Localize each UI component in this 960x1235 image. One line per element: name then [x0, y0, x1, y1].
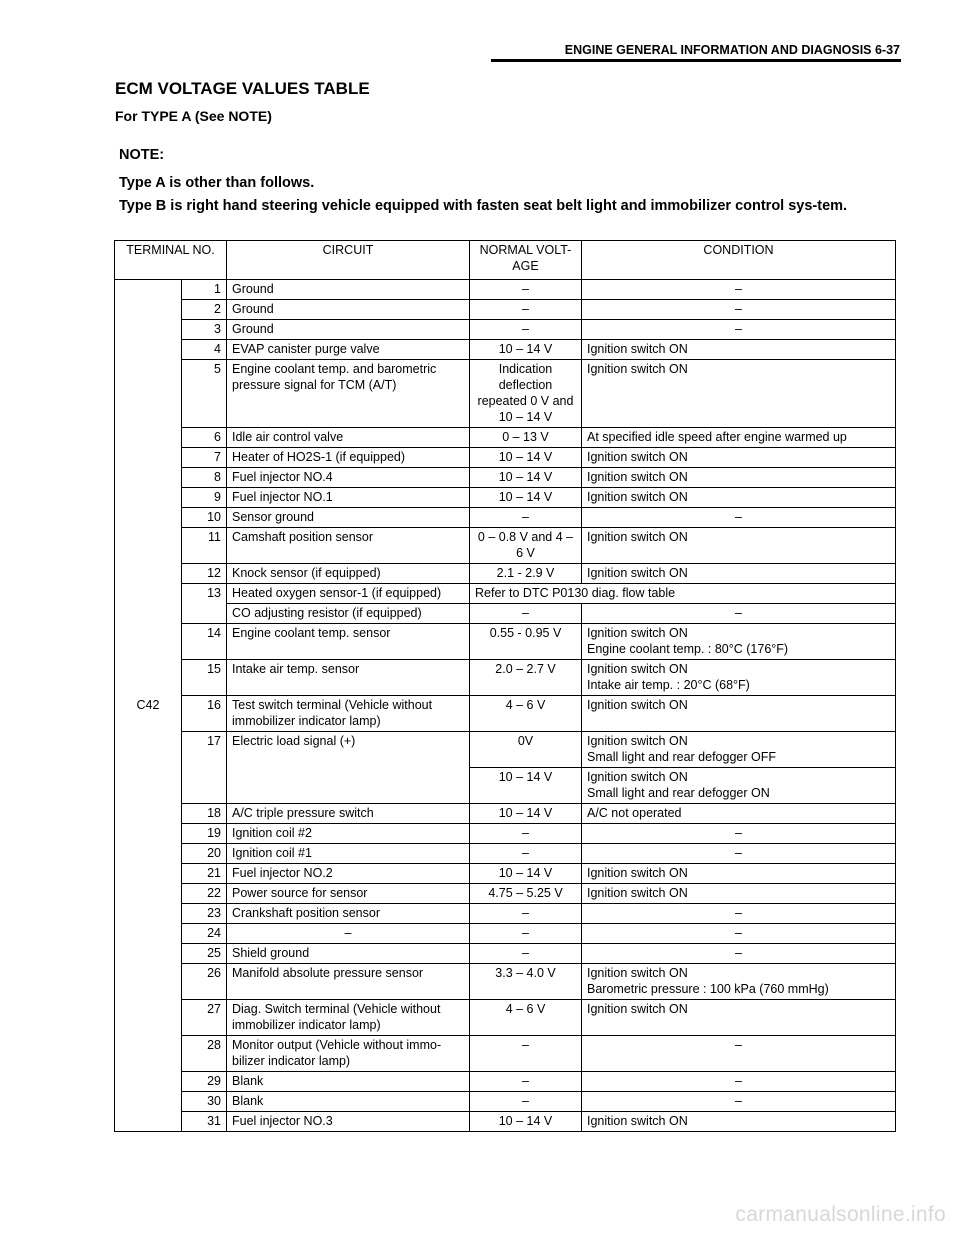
circuit-cell: A/C triple pressure switch — [227, 804, 470, 824]
circuit-cell: Heated oxygen sensor-1 (if equipped) — [227, 584, 470, 604]
header-condition: CONDITION — [582, 241, 896, 280]
terminal-number: 29 — [182, 1072, 227, 1092]
table-row — [115, 904, 896, 924]
voltage-cell: 10 – 14 V — [470, 768, 582, 804]
table-row — [115, 696, 896, 732]
terminal-number: 21 — [182, 864, 227, 884]
terminal-number: 25 — [182, 944, 227, 964]
terminal-number: 24 — [182, 924, 227, 944]
note-box — [119, 144, 904, 218]
voltage-cell: – — [470, 1036, 582, 1072]
table-row — [115, 884, 896, 904]
condition-cell: – — [582, 1072, 896, 1092]
condition-line: Ignition switch ON — [587, 770, 688, 784]
terminal-number: 19 — [182, 824, 227, 844]
condition-cell: – — [582, 1036, 896, 1072]
table-row — [115, 624, 896, 660]
terminal-number: 9 — [182, 488, 227, 508]
terminal-number: 10 — [182, 508, 227, 528]
circuit-cell: Diag. Switch terminal (Vehicle without immobilizer indicator lamp) — [227, 1000, 470, 1036]
condition-cell: – — [582, 944, 896, 964]
voltage-cell: – — [470, 1092, 582, 1112]
voltage-cell: 0.55 - 0.95 V — [470, 624, 582, 660]
terminal-number: 7 — [182, 448, 227, 468]
circuit-cell: Monitor output (Vehicle without immo-bilizer indicator lamp) — [227, 1036, 470, 1072]
table-row — [115, 804, 896, 824]
table-row — [115, 584, 896, 604]
note-heading: NOTE: — [119, 147, 165, 163]
circuit-cell: Engine coolant temp. sensor — [227, 624, 470, 660]
voltage-cell: 10 – 14 V — [470, 340, 582, 360]
circuit-cell: Manifold absolute pressure sensor — [227, 964, 470, 1000]
circuit-cell: Knock sensor (if equipped) — [227, 564, 470, 584]
circuit-cell: CO adjusting resistor (if equipped) — [227, 604, 470, 624]
condition-cell: At specified idle speed after engine warmed up — [582, 428, 896, 448]
condition-cell: – — [582, 824, 896, 844]
document-subtitle: For TYPE A (See NOTE) — [115, 108, 272, 124]
voltage-cell: – — [470, 508, 582, 528]
table-row — [115, 320, 896, 340]
table-row — [115, 280, 896, 300]
condition-cell: Ignition switch ON — [582, 884, 896, 904]
voltage-cell: 10 – 14 V — [470, 468, 582, 488]
terminal-number: 16 — [182, 696, 227, 732]
table-row — [115, 1000, 896, 1036]
voltage-cell: – — [470, 904, 582, 924]
condition-line: Engine coolant temp. : 80°C (176°F) — [587, 642, 789, 656]
header-terminal-no: TERMINAL NO. — [115, 241, 227, 280]
condition-line: Ignition switch ON — [587, 626, 688, 640]
terminal-number: 12 — [182, 564, 227, 584]
circuit-cell: Idle air control valve — [227, 428, 470, 448]
table-row — [115, 508, 896, 528]
terminal-number: 23 — [182, 904, 227, 924]
terminal-number: 18 — [182, 804, 227, 824]
table-row — [115, 964, 896, 1000]
condition-cell: Ignition switch ON — [582, 1112, 896, 1132]
terminal-number: 27 — [182, 1000, 227, 1036]
condition-cell: Ignition switch ON — [582, 468, 896, 488]
voltage-cell: 0V — [470, 732, 582, 768]
circuit-cell: Intake air temp. sensor — [227, 660, 470, 696]
page-header-title: ENGINE GENERAL INFORMATION AND DIAGNOSIS 6-37 — [564, 43, 900, 57]
condition-cell: – — [582, 508, 896, 528]
table-row — [115, 488, 896, 508]
terminal-number: 28 — [182, 1036, 227, 1072]
terminal-number: 22 — [182, 884, 227, 904]
condition-cell — [582, 964, 896, 1000]
condition-cell: Ignition switch ON — [582, 360, 896, 428]
condition-cell: Ignition switch ON — [582, 528, 896, 564]
table-header-row — [115, 241, 896, 280]
terminal-number: 5 — [182, 360, 227, 428]
table-row — [115, 924, 896, 944]
condition-cell: – — [582, 300, 896, 320]
voltage-cell: – — [470, 320, 582, 340]
condition-line: Ignition switch ON — [587, 734, 688, 748]
voltage-cell: – — [470, 824, 582, 844]
circuit-cell: EVAP canister purge valve — [227, 340, 470, 360]
voltage-cell: – — [470, 1072, 582, 1092]
voltage-cell: 0 – 0.8 V and 4 – 6 V — [470, 528, 582, 564]
voltage-cell: – — [470, 944, 582, 964]
condition-line: Intake air temp. : 20°C (68°F) — [587, 678, 750, 692]
table-row — [115, 340, 896, 360]
table-row — [115, 564, 896, 584]
circuit-cell: Crankshaft position sensor — [227, 904, 470, 924]
voltage-cell: – — [470, 280, 582, 300]
terminal-number: 3 — [182, 320, 227, 340]
table-row — [115, 864, 896, 884]
table-row — [115, 468, 896, 488]
header-normal-voltage: NORMAL VOLT-AGE — [470, 241, 582, 280]
table-row — [115, 660, 896, 696]
voltage-cell: – — [470, 844, 582, 864]
circuit-cell: Ground — [227, 320, 470, 340]
condition-cell: A/C not operated — [582, 804, 896, 824]
circuit-cell: Power source for sensor — [227, 884, 470, 904]
circuit-cell: Ignition coil #2 — [227, 824, 470, 844]
voltage-cell: – — [470, 604, 582, 624]
circuit-cell: Heater of HO2S-1 (if equipped) — [227, 448, 470, 468]
condition-cell — [582, 660, 896, 696]
terminal-number: 17 — [182, 732, 227, 804]
condition-cell: – — [582, 844, 896, 864]
condition-cell: Ignition switch ON — [582, 488, 896, 508]
table-row — [115, 1072, 896, 1092]
terminal-number: 6 — [182, 428, 227, 448]
voltage-cell: – — [470, 300, 582, 320]
terminal-number: 11 — [182, 528, 227, 564]
terminal-number: 13 — [182, 584, 227, 624]
circuit-cell: Blank — [227, 1092, 470, 1112]
circuit-cell: Fuel injector NO.4 — [227, 468, 470, 488]
watermark: carmanualsonline.info — [735, 1203, 946, 1226]
condition-cell: – — [582, 280, 896, 300]
condition-line: Small light and rear defogger OFF — [587, 750, 776, 764]
circuit-cell: Blank — [227, 1072, 470, 1092]
voltage-cell: 4 – 6 V — [470, 696, 582, 732]
note-line-1: Type A is other than follows. — [119, 175, 315, 191]
voltage-cell: 0 – 13 V — [470, 428, 582, 448]
voltage-cell: Indication deflection repeated 0 V and 10 – 14 V — [470, 360, 582, 428]
table-row — [115, 1036, 896, 1072]
table-row — [115, 1112, 896, 1132]
circuit-cell: Fuel injector NO.2 — [227, 864, 470, 884]
voltage-cell: 4.75 – 5.25 V — [470, 884, 582, 904]
circuit-cell: Engine coolant temp. and barometric pressure signal for TCM (A/T) — [227, 360, 470, 428]
condition-cell: – — [582, 320, 896, 340]
voltage-cell: 10 – 14 V — [470, 864, 582, 884]
condition-cell: Ignition switch ON — [582, 864, 896, 884]
header-circuit: CIRCUIT — [227, 241, 470, 280]
condition-cell — [582, 624, 896, 660]
terminal-number: 4 — [182, 340, 227, 360]
terminal-number: 20 — [182, 844, 227, 864]
header-rule — [491, 59, 901, 62]
condition-cell: Ignition switch ON — [582, 448, 896, 468]
circuit-cell: Sensor ground — [227, 508, 470, 528]
table-row — [115, 732, 896, 768]
terminal-number: 14 — [182, 624, 227, 660]
condition-cell: – — [582, 924, 896, 944]
condition-cell: – — [582, 904, 896, 924]
circuit-cell: Ground — [227, 280, 470, 300]
condition-line: Small light and rear defogger ON — [587, 786, 770, 800]
condition-cell — [582, 732, 896, 768]
condition-line: Barometric pressure : 100 kPa (760 mmHg) — [587, 982, 829, 996]
condition-cell: Ignition switch ON — [582, 696, 896, 732]
circuit-cell: – — [227, 924, 470, 944]
circuit-cell: Ignition coil #1 — [227, 844, 470, 864]
table-row — [115, 824, 896, 844]
condition-cell: Ignition switch ON — [582, 1000, 896, 1036]
terminal-number: 15 — [182, 660, 227, 696]
table-row — [115, 944, 896, 964]
circuit-cell: Ground — [227, 300, 470, 320]
table-row — [115, 448, 896, 468]
condition-cell: – — [582, 1092, 896, 1112]
voltage-cell: 2.1 - 2.9 V — [470, 564, 582, 584]
terminal-number: 8 — [182, 468, 227, 488]
span-note-cell: Refer to DTC P0130 diag. flow table — [470, 584, 896, 604]
voltage-cell: 4 – 6 V — [470, 1000, 582, 1036]
condition-line: Ignition switch ON — [587, 966, 688, 980]
terminal-number: 26 — [182, 964, 227, 1000]
voltage-cell: – — [470, 924, 582, 944]
voltage-cell: 10 – 14 V — [470, 1112, 582, 1132]
connector-label: C42 — [115, 280, 182, 1132]
terminal-number: 31 — [182, 1112, 227, 1132]
voltage-cell: 10 – 14 V — [470, 804, 582, 824]
condition-cell: Ignition switch ON — [582, 564, 896, 584]
condition-line: Ignition switch ON — [587, 662, 688, 676]
voltage-cell: 10 – 14 V — [470, 488, 582, 508]
voltage-cell: 2.0 – 2.7 V — [470, 660, 582, 696]
circuit-cell: Fuel injector NO.3 — [227, 1112, 470, 1132]
circuit-cell: Fuel injector NO.1 — [227, 488, 470, 508]
circuit-cell: Electric load signal (+) — [227, 732, 470, 804]
voltage-cell: 10 – 14 V — [470, 448, 582, 468]
condition-cell: – — [582, 604, 896, 624]
table-row — [115, 604, 896, 624]
terminal-number: 2 — [182, 300, 227, 320]
circuit-cell: Test switch terminal (Vehicle without immobilizer indicator lamp) — [227, 696, 470, 732]
voltage-cell: 3.3 – 4.0 V — [470, 964, 582, 1000]
condition-cell — [582, 768, 896, 804]
ecm-voltage-table — [114, 240, 896, 1132]
table-row — [115, 844, 896, 864]
terminal-number: 30 — [182, 1092, 227, 1112]
table-row — [115, 428, 896, 448]
circuit-cell: Camshaft position sensor — [227, 528, 470, 564]
table-row — [115, 1092, 896, 1112]
condition-cell: Ignition switch ON — [582, 340, 896, 360]
table-row — [115, 528, 896, 564]
note-line-2: Type B is right hand steering vehicle equipped with fasten seat belt light and immobilizer control sys-tem. — [119, 198, 848, 214]
table-row — [115, 300, 896, 320]
circuit-cell: Shield ground — [227, 944, 470, 964]
terminal-number: 1 — [182, 280, 227, 300]
table-row — [115, 360, 896, 428]
document-title: ECM VOLTAGE VALUES TABLE — [115, 79, 370, 98]
